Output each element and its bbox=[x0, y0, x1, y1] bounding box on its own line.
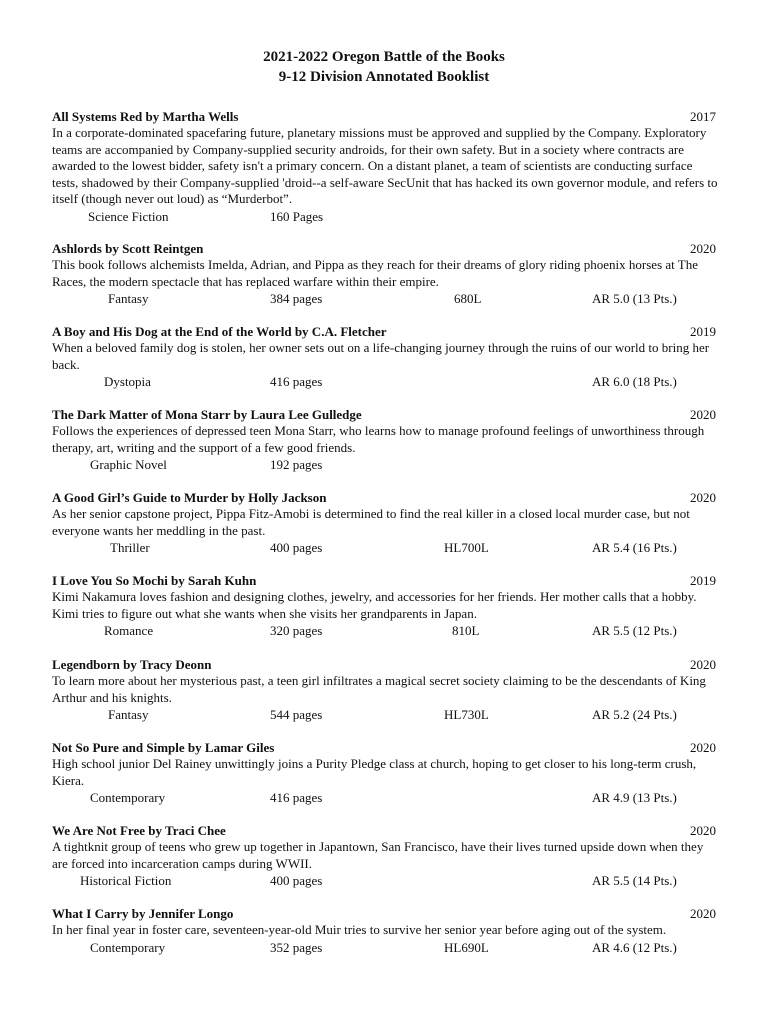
book-ar-level: AR 5.2 (24 Pts.) bbox=[592, 707, 677, 722]
book-lexile: 680L bbox=[454, 291, 482, 306]
book-lexile: HL690L bbox=[444, 939, 489, 955]
book-ar-level: AR 4.9 (13 Pts.) bbox=[592, 790, 677, 805]
book-lexile: HL700L bbox=[444, 540, 489, 555]
book-title: Ashlords by Scott Reintgen bbox=[52, 241, 204, 256]
book-title: A Good Girl’s Guide to Murder by Holly Jackson bbox=[52, 490, 327, 505]
book-description: High school junior Del Rainey unwittingly joins a Purity Pledge class at church, hoping to get closer to his long-term crush, Kiera. bbox=[52, 756, 697, 788]
book-genre: Fantasy bbox=[108, 707, 149, 722]
book-pages: 400 pages bbox=[270, 873, 323, 888]
book-entry bbox=[52, 240, 716, 307]
book-title: Legendborn by Tracy Deonn bbox=[52, 657, 212, 672]
book-year: 2020 bbox=[690, 241, 716, 256]
book-year: 2020 bbox=[690, 407, 716, 422]
book-ar-level: AR 6.0 (18 Pts.) bbox=[592, 374, 677, 389]
book-entry bbox=[52, 108, 716, 225]
book-pages: 416 pages bbox=[270, 374, 323, 389]
book-pages: 160 Pages bbox=[270, 208, 324, 224]
book-year: 2019 bbox=[690, 573, 716, 588]
book-description: Kimi Nakamura loves fashion and designing clothes, jewelry, and accessories for her friends. Her mother calls that a hobby. Kimi tries to figure out what she wants when she visits her grandparents in Japan. bbox=[52, 589, 697, 621]
book-genre: Dystopia bbox=[104, 374, 151, 389]
book-pages: 384 pages bbox=[270, 291, 323, 306]
book-entry bbox=[52, 323, 716, 390]
book-genre: Graphic Novel bbox=[90, 457, 167, 472]
book-description: To learn more about her mysterious past, a teen girl infiltrates a magical secret society claiming to be the descendants of King Arthur and his knights. bbox=[52, 673, 706, 705]
book-entry bbox=[52, 656, 716, 723]
book-title: We Are Not Free by Traci Chee bbox=[52, 823, 226, 838]
page-title: 2021-2022 Oregon Battle of the Books bbox=[263, 49, 505, 65]
book-ar-level: AR 5.5 (14 Pts.) bbox=[592, 873, 677, 888]
book-pages: 352 pages bbox=[270, 939, 323, 955]
book-title: I Love You So Mochi by Sarah Kuhn bbox=[52, 573, 257, 588]
book-title: What I Carry by Jennifer Longo bbox=[52, 906, 234, 921]
book-year: 2020 bbox=[690, 490, 716, 505]
book-year: 2020 bbox=[690, 657, 716, 672]
book-description: In a corporate-dominated spacefaring future, planetary missions must be approved and supplied by the Company. Exploratory teams are accompanied by Company-supplied security androids, for their own safety. But in a society where contracts are awarded to the lowest bidder, safety isn't a primary concern. On a distant planet, a team of scientists are conducting surface tests, shadowed by their Company-supplied 'droid--a self-aware SecUnit that has hacked its own governor module, and refers to itself (though never out loud) as “Murderbot”. bbox=[52, 125, 718, 206]
book-genre: Historical Fiction bbox=[80, 873, 172, 888]
book-title: A Boy and His Dog at the End of the World by C.A. Fletcher bbox=[52, 324, 387, 339]
book-year: 2020 bbox=[690, 740, 716, 755]
book-genre: Thriller bbox=[110, 540, 150, 555]
page-subtitle: 9-12 Division Annotated Booklist bbox=[278, 69, 490, 85]
book-pages: 544 pages bbox=[270, 707, 323, 722]
book-ar-level: AR 5.0 (13 Pts.) bbox=[592, 291, 677, 306]
book-lexile: 810L bbox=[452, 623, 480, 638]
book-year: 2017 bbox=[690, 109, 716, 124]
book-entry bbox=[52, 905, 716, 956]
book-description: In her final year in foster care, seventeen-year-old Muir tries to survive her senior year before aging out of the system. bbox=[52, 922, 667, 937]
book-description: As her senior capstone project, Pippa Fitz-Amobi is determined to find the real killer in a closed local murder case, but not everyone wants her meddling in the past. bbox=[52, 506, 690, 538]
book-pages: 320 pages bbox=[270, 623, 323, 638]
book-year: 2020 bbox=[690, 906, 716, 921]
book-entry bbox=[52, 822, 716, 889]
book-genre: Contemporary bbox=[90, 939, 166, 955]
book-genre: Fantasy bbox=[108, 291, 149, 306]
book-description: When a beloved family dog is stolen, her owner sets out on a life-changing journey through the ruins of our world to bring her back. bbox=[52, 340, 710, 372]
book-genre: Contemporary bbox=[90, 790, 166, 805]
book-description: A tightknit group of teens who grew up together in Japantown, San Francisco, have their lives turned upside down when they are forced into incarceration camps during WWII. bbox=[52, 839, 704, 871]
book-entry bbox=[52, 739, 716, 806]
book-description: This book follows alchemists Imelda, Adrian, and Pippa as they reach for their dreams of glory riding phoenix horses at The Races, the modern spectacle that has replaced warfare within their empire. bbox=[52, 257, 698, 289]
book-year: 2020 bbox=[690, 823, 716, 838]
book-pages: 416 pages bbox=[270, 790, 323, 805]
book-description: Follows the experiences of depressed teen Mona Starr, who learns how to manage profound feelings of unworthiness through therapy, art, writing and the support of a few good friends. bbox=[52, 423, 705, 455]
book-pages: 400 pages bbox=[270, 540, 323, 555]
book-year: 2019 bbox=[690, 324, 716, 339]
book-title: The Dark Matter of Mona Starr by Laura Lee Gulledge bbox=[52, 407, 362, 422]
book-entry bbox=[52, 406, 716, 473]
book-ar-level: AR 5.4 (16 Pts.) bbox=[592, 540, 677, 555]
book-title: Not So Pure and Simple by Lamar Giles bbox=[52, 740, 275, 755]
book-entry bbox=[52, 572, 716, 639]
book-title: All Systems Red by Martha Wells bbox=[52, 109, 239, 124]
book-pages: 192 pages bbox=[270, 457, 323, 472]
book-genre: Romance bbox=[104, 623, 154, 638]
book-ar-level: AR 5.5 (12 Pts.) bbox=[592, 623, 677, 638]
book-genre: Science Fiction bbox=[88, 208, 169, 224]
book-entry bbox=[52, 489, 716, 556]
book-ar-level: AR 4.6 (12 Pts.) bbox=[592, 939, 677, 955]
book-lexile: HL730L bbox=[444, 707, 489, 722]
